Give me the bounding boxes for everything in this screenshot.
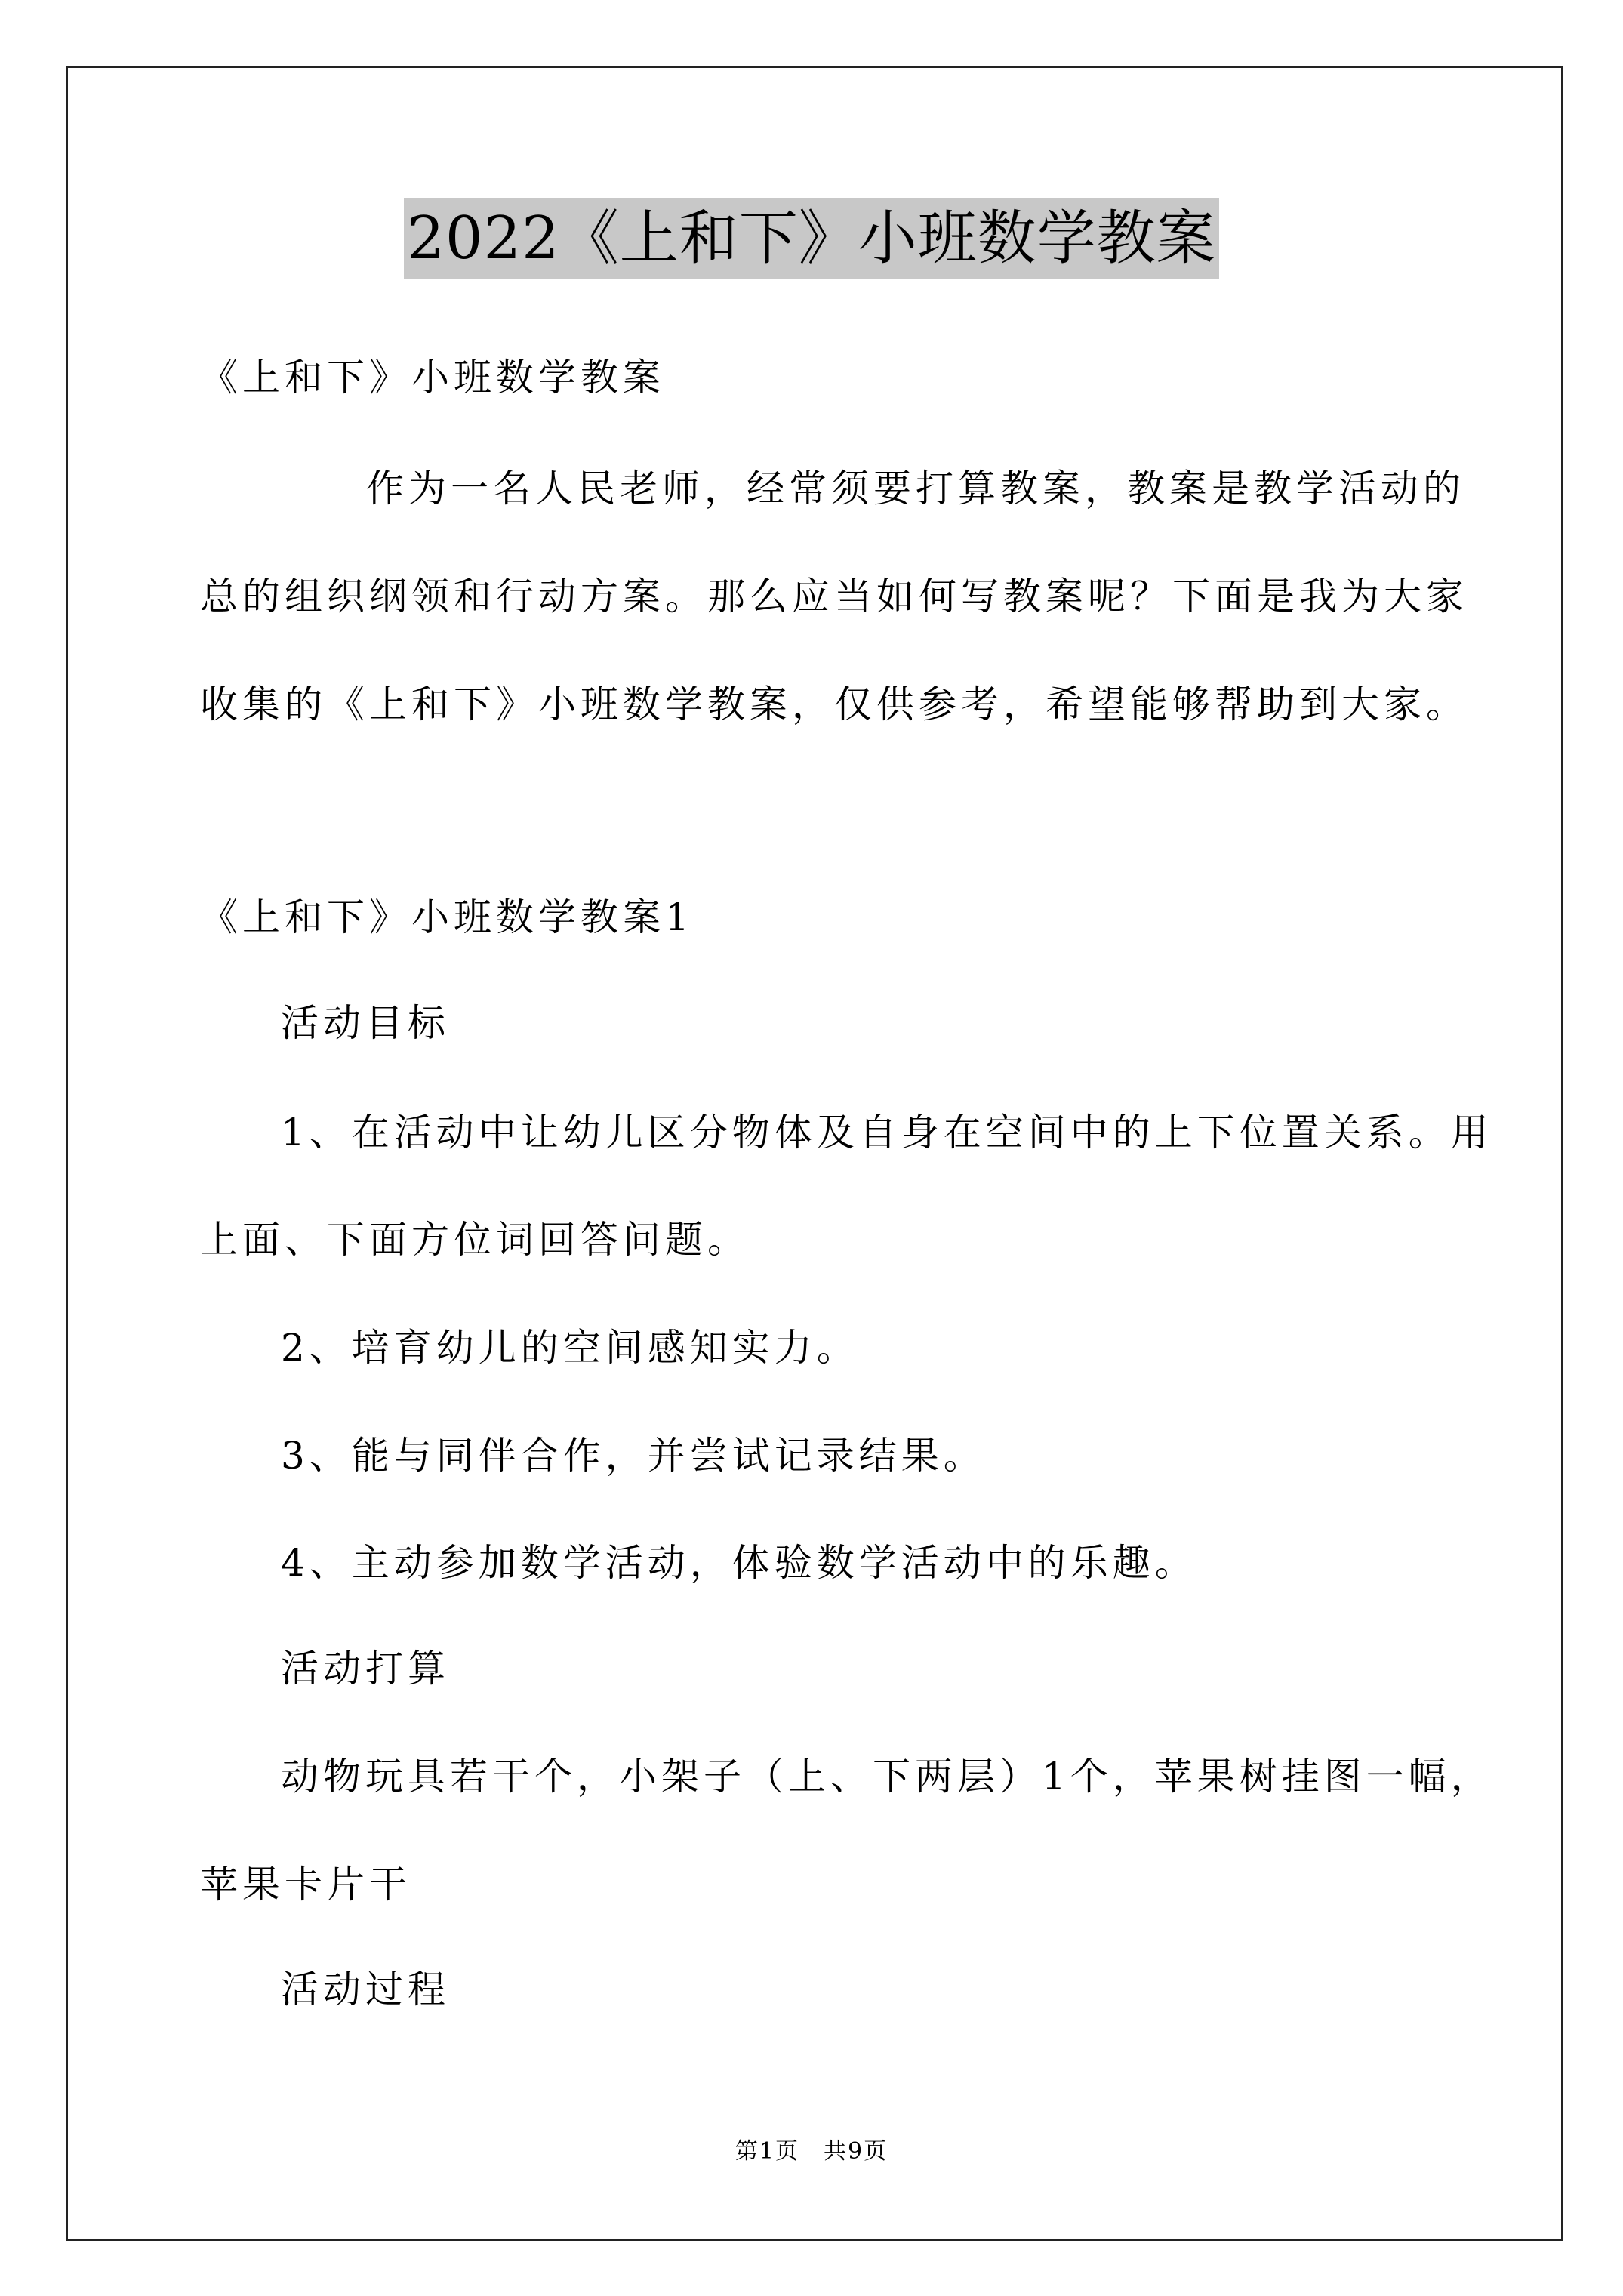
intro-line-2: 总的组织纲领和行动方案。那么应当如何写教案呢？下面是我为大家: [200, 575, 1468, 618]
goal-1-line-2: 上面、下面方位词回答问题。: [200, 1218, 750, 1262]
process-heading: 活动过程: [281, 1968, 450, 2011]
prep-line-2: 苹果卡片干: [200, 1863, 411, 1906]
intro-line-1: 作为一名人民老师，经常须要打算教案，教案是教学活动的: [366, 467, 1465, 510]
prep-heading: 活动打算: [281, 1647, 450, 1690]
title-container: [0, 198, 1623, 279]
goal-3: 3、能与同伴合作，并尝试记录结果。: [281, 1434, 986, 1478]
subtitle: 《上和下》小班数学教案: [200, 356, 665, 399]
page-footer: 第1页 共9页: [735, 2138, 888, 2165]
goal-1-line-1: 1、在活动中让幼儿区分物体及自身在空间中的上下位置关系。用: [281, 1111, 1493, 1154]
prep-line-1: 动物玩具若干个，小架子（上、下两层）1个，苹果树挂图一幅，: [281, 1755, 1493, 1798]
goals-heading: 活动目标: [281, 1001, 450, 1045]
goal-4: 4、主动参加数学活动，体验数学活动中的乐趣。: [281, 1541, 1197, 1585]
section-1-heading: 《上和下》小班数学教案1: [200, 895, 694, 939]
intro-line-3: 收集的《上和下》小班数学教案，仅供参考，希望能够帮助到大家。: [200, 683, 1468, 726]
document-title: 2022《上和下》小班数学教案: [404, 198, 1219, 279]
goal-2: 2、培育幼儿的空间感知实力。: [281, 1326, 859, 1370]
